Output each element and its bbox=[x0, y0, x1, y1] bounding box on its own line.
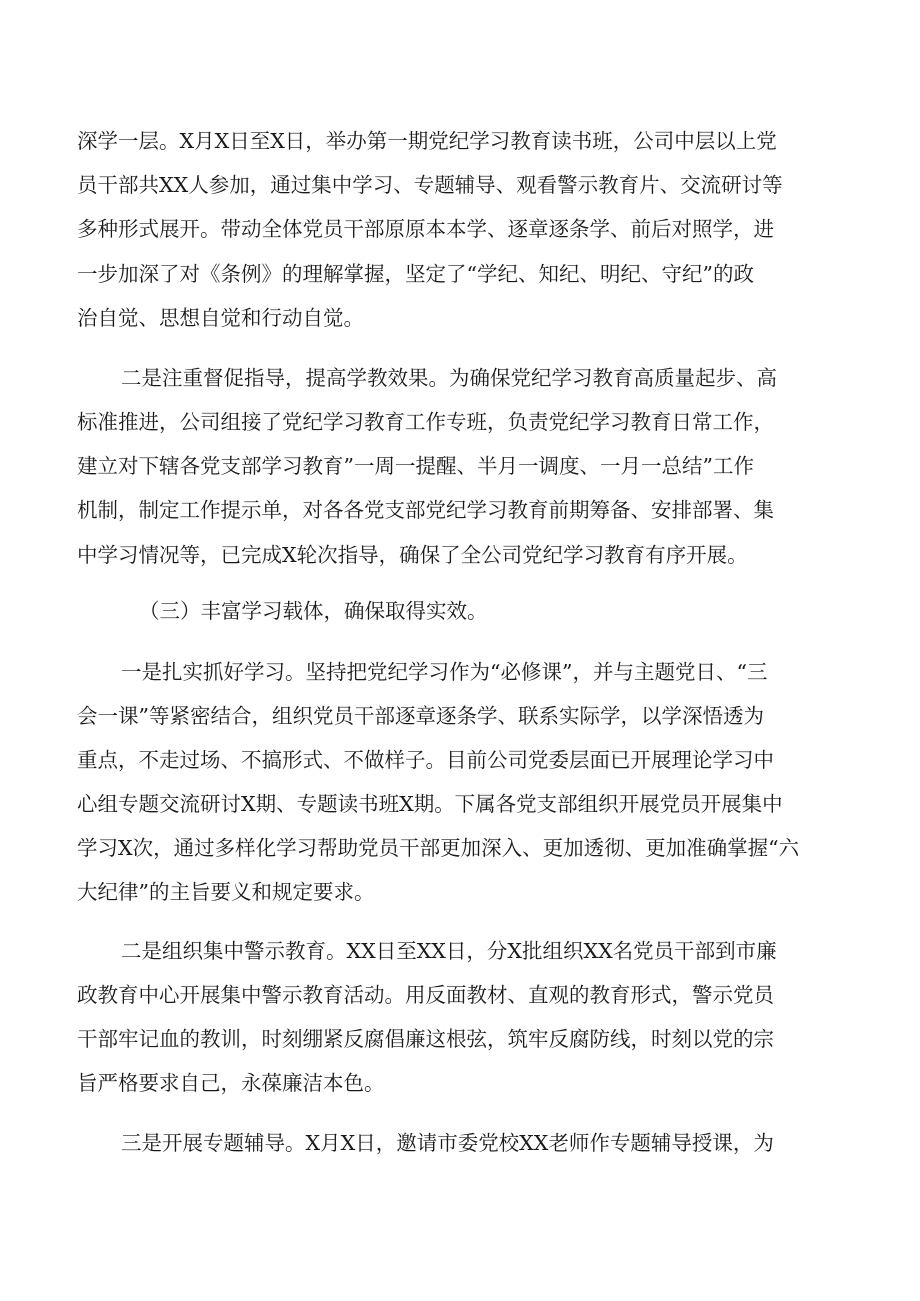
text-line: 中学习情况等，已完成X轮次指导，确保了全公司党纪学习教育有序开展。 bbox=[77, 543, 748, 567]
text-line: 学习X次，通过多样化学习帮助党员干部更加深入、更加透彻、更加准确掌握“六 bbox=[77, 836, 800, 860]
text-line: 旨严格要求自己，永葆廉洁本色。 bbox=[77, 1071, 385, 1095]
text-line: 会一课”等紧密结合，组织党员干部逐章逐条学、联系实际学，以学深悟透为 bbox=[77, 704, 764, 728]
text-line: 干部牢记血的教训，时刻绷紧反腐倡廉这根弦，筑牢反腐防线，时刻以党的宗 bbox=[77, 1027, 774, 1051]
text-line: 员干部共XX人参加，通过集中学习、专题辅导、观看警示教育片、交流研讨等 bbox=[77, 173, 783, 197]
text-line: 二是注重督促指导，提高学教效果。为确保党纪学习教育高质量起步、高 bbox=[121, 366, 777, 390]
text-line: 重点，不走过场、不搞形式、不做样子。目前公司党委层面已开展理论学习中 bbox=[77, 748, 774, 772]
text-line: 二是组织集中警示教育。XX日至XX日，分X批组织XX名党员干部到市廉 bbox=[121, 939, 777, 963]
text-line: 一步加深了对《条例》的理解掌握，坚定了“学纪、知纪、明纪、守纪”的政 bbox=[77, 262, 754, 286]
section-heading: （三）丰富学习载体，确保取得实效。 bbox=[139, 599, 488, 623]
text-line: 大纪律”的主旨要义和规定要求。 bbox=[77, 880, 375, 904]
text-line: 一是扎实抓好学习。坚持把党纪学习作为“必修课”，并与主题党日、“三 bbox=[121, 660, 768, 684]
text-line: 心组专题交流研讨X期、专题读书班X期。下属各党支部组织开展党员开展集中 bbox=[77, 792, 783, 816]
text-line: 政教育中心开展集中警示教育活动。用反面教材、直观的教育形式，警示党员 bbox=[77, 983, 774, 1007]
text-line: 建立对下辖各党支部学习教育”一周一提醒、半月一调度、一月一总结”工作 bbox=[77, 454, 754, 478]
text-line: 标准推进，公司组接了党纪学习教育工作专班，负责党纪学习教育日常工作， bbox=[77, 410, 774, 434]
text-line: 治自觉、思想自觉和行动自觉。 bbox=[77, 306, 364, 330]
text-line: 多种形式展开。带动全体党员干部原原本本学、逐章逐条学、前后对照学，进 bbox=[77, 217, 774, 241]
text-line: 深学一层。X月X日至X日，举办第一期党纪学习教育读书班，公司中层以上党 bbox=[77, 129, 777, 153]
text-line: 三是开展专题辅导。X月X日，邀请市委党校XX老师作专题辅导授课，为 bbox=[121, 1131, 774, 1155]
text-line: 机制，制定工作提示单，对各各党支部党纪学习教育前期筹备、安排部署、集 bbox=[77, 498, 774, 522]
